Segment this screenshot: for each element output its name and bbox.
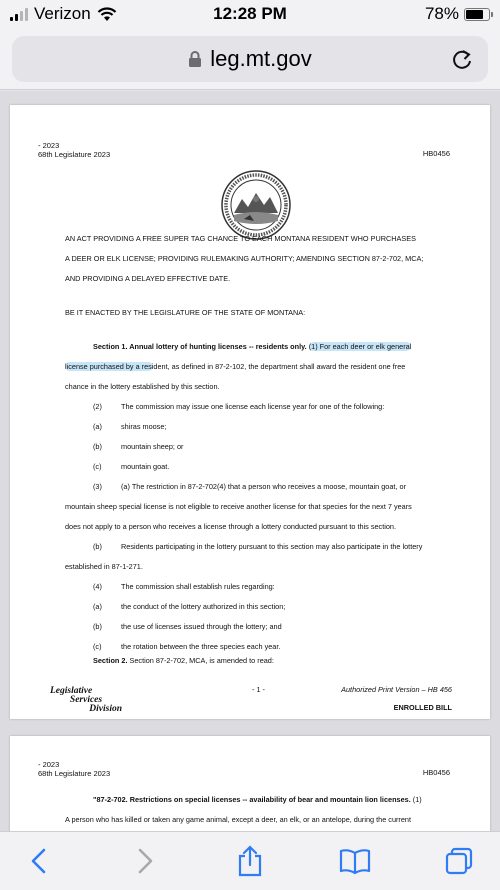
section-2-text: Section 87-2-702, MCA, is amended to read:	[127, 656, 274, 665]
subsection-text: shiras moose;	[121, 422, 167, 431]
subsection-text: does not apply to a person who receives a license through a lottery conducted pursuant to this section.	[65, 522, 396, 531]
section-heading: "87-2-702. Restrictions on special licenses -- availability of bear and mountain lion licenses.	[93, 795, 411, 804]
subsection-number: (b)	[93, 622, 102, 631]
forward-button[interactable]	[128, 844, 162, 878]
subsection-3	[65, 477, 457, 497]
subsection-text: the conduct of the lottery authorized in this section;	[121, 602, 286, 611]
act-title-line: AND PROVIDING A DELAYED EFFECTIVE DATE.	[65, 274, 231, 283]
header-year: - 2023	[38, 760, 60, 769]
subsection-number: (b)	[93, 442, 102, 451]
subsection-number: (3)	[93, 482, 102, 491]
subsection-text: the rotation between the three species each year.	[121, 642, 281, 651]
act-title	[65, 229, 457, 289]
section-1-line-2	[65, 357, 457, 377]
page-number: - 1 -	[252, 685, 265, 694]
enrolled-bill-label: ENROLLED BILL	[393, 703, 452, 712]
subsection-text: established in 87-1-271.	[65, 562, 143, 571]
document-page	[10, 736, 490, 831]
list-item	[65, 617, 457, 637]
battery-percent: 78%	[424, 4, 459, 23]
subsection-text: The commission may issue one license each license year for one of the following:	[121, 402, 385, 411]
list-item	[65, 537, 457, 557]
section-1-text: dent, as defined in 87-2-102, the department shall award the resident one free	[153, 362, 406, 371]
bill-id: HB0456	[422, 149, 450, 158]
share-icon	[236, 845, 264, 877]
address-bar[interactable]	[12, 36, 488, 82]
list-item	[65, 437, 457, 457]
subsection-text: mountain goat.	[121, 462, 170, 471]
browser-header	[0, 30, 500, 90]
status-right	[425, 4, 490, 24]
highlighted-text[interactable]: (1) For each deer or elk general	[308, 342, 412, 351]
subsection-number: (1)	[410, 795, 422, 804]
subsection-number: (a)	[93, 422, 102, 431]
bookmarks-button[interactable]	[338, 844, 372, 878]
section-1-line-1	[65, 337, 457, 357]
page-header-left	[38, 760, 110, 778]
enacting-clause: BE IT ENACTED BY THE LEGISLATURE OF THE STATE OF MONTANA:	[65, 308, 306, 317]
legislative-services-division-logo	[50, 687, 122, 714]
section-2-heading: Section 2.	[93, 656, 128, 665]
browser-toolbar	[0, 831, 500, 890]
chevron-right-icon	[135, 848, 155, 874]
act-title-line: AN ACT PROVIDING A FREE SUPER TAG CHANCE TO EACH MONTANA RESIDENT WHO PURCHASES	[65, 234, 416, 243]
section-1-line-3: chance in the lottery established by this section.	[65, 382, 220, 391]
act-title-line: A DEER OR ELK LICENSE; PROVIDING RULEMAKING AUTHORITY; AMENDING SECTION 87-2-702, MCA;	[65, 254, 424, 263]
section-1-heading: Section 1. Annual lottery of hunting licenses -- residents only.	[93, 342, 307, 351]
subsection-number: (c)	[93, 462, 102, 471]
subsection-number: (4)	[93, 582, 102, 591]
logo-line: Legislative	[50, 686, 93, 696]
list-item	[65, 457, 457, 477]
section-87-2-702	[65, 790, 457, 830]
logo-line: Services	[69, 695, 103, 705]
section-text: A person who has killed or taken any game animal, except a deer, an elk, or an antelope, during the current	[65, 815, 412, 824]
carrier-name: Verizon	[34, 4, 91, 23]
subsection-4	[65, 577, 457, 597]
section-heading-line	[65, 790, 457, 810]
share-button[interactable]	[233, 844, 267, 878]
section-2	[65, 651, 457, 671]
logo-line: Division	[89, 704, 122, 714]
subsection-text: the use of licenses issued through the lottery; and	[121, 622, 282, 631]
url-text: leg.mt.gov	[210, 46, 312, 71]
back-button[interactable]	[22, 844, 56, 878]
subsection-number: (a)	[93, 602, 102, 611]
tabs-icon	[444, 846, 474, 876]
subsection-number: (c)	[93, 642, 102, 651]
subsection-number: (b)	[93, 542, 102, 551]
header-legislature: 68th Legislature 2023	[38, 769, 111, 778]
document-page	[10, 105, 490, 719]
subsection-text: The commission shall establish rules regarding:	[121, 582, 275, 591]
bill-id: HB0456	[422, 768, 450, 777]
book-icon	[338, 847, 372, 875]
subsection-text: mountain sheep special license is not eligible to receive another license for that species for the next 7 years	[65, 502, 412, 511]
page-header-left	[38, 141, 110, 159]
tabs-button[interactable]	[442, 844, 476, 878]
status-time: 12:28 PM	[213, 4, 287, 23]
document-viewport[interactable]	[0, 91, 500, 831]
subsection-text: (a) The restriction in 87-2-702(4) that a person who receives a moose, mountain goat, or	[121, 482, 406, 491]
reload-icon[interactable]	[450, 46, 474, 72]
subsection-text: Residents participating in the lottery pursuant to this section may also participate in the lottery	[121, 542, 423, 551]
header-year: - 2023	[38, 141, 60, 150]
header-legislature: 68th Legislature 2023	[38, 150, 111, 159]
subsection-text: mountain sheep; or	[121, 442, 184, 451]
list-item	[65, 417, 457, 437]
battery-icon	[464, 8, 490, 21]
subsection-number: (2)	[93, 402, 102, 411]
status-bar	[0, 0, 500, 30]
section-1	[65, 337, 457, 657]
highlighted-text[interactable]: license purchased by a resi	[65, 362, 154, 371]
lock-icon	[188, 50, 202, 68]
subsection-2	[65, 397, 457, 417]
chevron-left-icon	[29, 848, 49, 874]
print-version: Authorized Print Version – HB 456	[341, 685, 452, 694]
list-item	[65, 597, 457, 617]
